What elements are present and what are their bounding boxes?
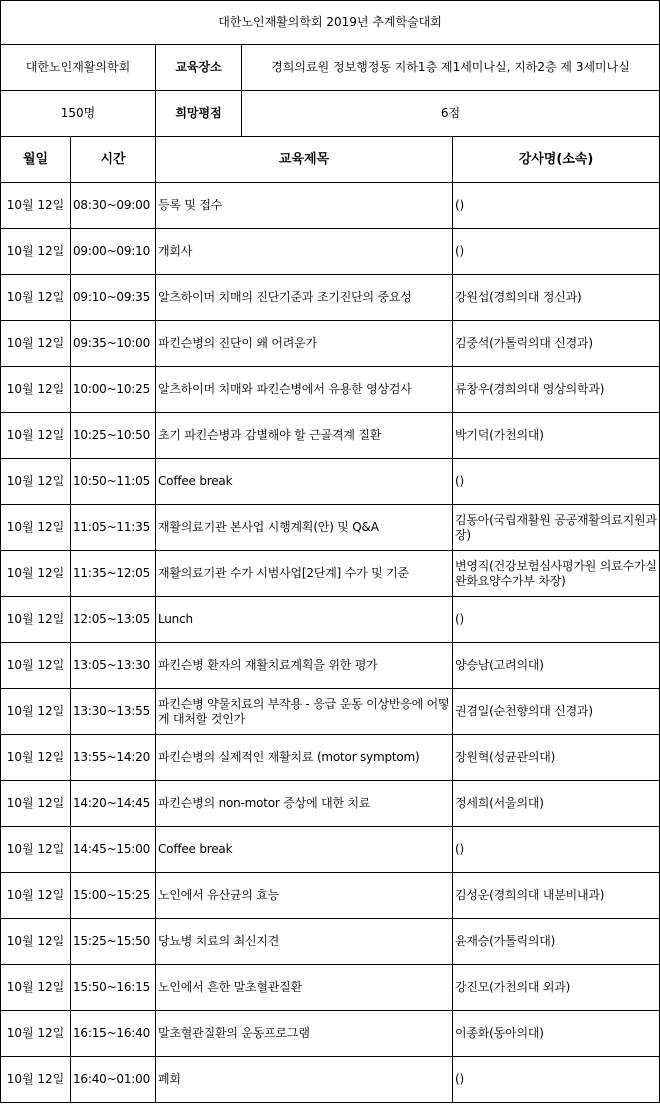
table-row (1, 965, 660, 1011)
venue: 경희의료원 정보행정동 지하1층 제1세미나실, 지하2층 제 3세미나실 (242, 45, 660, 91)
topic-cell: 말초혈관질환의 운동프로그램 (156, 1011, 453, 1057)
speaker-cell: 이종화(동아의대) (453, 1011, 660, 1057)
speaker-cell: 정세희(서울의대) (453, 781, 660, 827)
topic-cell: 당뇨병 치료의 최신지견 (156, 919, 453, 965)
date-cell: 10월 12일 (1, 551, 71, 597)
time-cell: 10:25~10:50 (71, 413, 156, 459)
time-cell: 13:55~14:20 (71, 735, 156, 781)
table-row (1, 275, 660, 321)
date-cell: 10월 12일 (1, 689, 71, 735)
venue-row (1, 45, 660, 91)
date-cell: 10월 12일 (1, 873, 71, 919)
topic-cell: Coffee break (156, 459, 453, 505)
table-row (1, 413, 660, 459)
time-cell: 10:00~10:25 (71, 367, 156, 413)
schedule-body (1, 183, 660, 1103)
speaker-cell: 김동아(국립재활원 공공재활의료지원과장) (453, 505, 660, 551)
speaker-cell: () (453, 827, 660, 873)
table-row (1, 735, 660, 781)
speaker-cell: 윤재승(가톨릭의대) (453, 919, 660, 965)
date-cell: 10월 12일 (1, 413, 71, 459)
table-row (1, 367, 660, 413)
speaker-cell: 양승남(고려의대) (453, 643, 660, 689)
topic-cell: Lunch (156, 597, 453, 643)
date-cell: 10월 12일 (1, 781, 71, 827)
topic-cell: 파킨슨병의 진단이 왜 어려운가 (156, 321, 453, 367)
topic-cell: 파킨슨병의 non-motor 증상에 대한 치료 (156, 781, 453, 827)
topic-cell: 재활의료기관 수가 시범사업[2단계] 수가 및 기준 (156, 551, 453, 597)
topic-cell: 파킨슨병 약물치료의 부작용 - 응급 운동 이상반응에 어떻게 대처할 것인가 (156, 689, 453, 735)
speaker-cell: () (453, 597, 660, 643)
topic-cell: 노인에서 흔한 말초혈관질환 (156, 965, 453, 1011)
date-cell: 10월 12일 (1, 367, 71, 413)
table-row (1, 551, 660, 597)
time-cell: 10:50~11:05 (71, 459, 156, 505)
speaker-cell: () (453, 459, 660, 505)
table-row (1, 1057, 660, 1103)
topic-cell: 재활의료기관 본사업 시행계획(안) 및 Q&A (156, 505, 453, 551)
date-cell: 10월 12일 (1, 965, 71, 1011)
speaker-cell: 강원섭(경희의대 정신과) (453, 275, 660, 321)
topic-cell: Coffee break (156, 827, 453, 873)
time-cell: 11:05~11:35 (71, 505, 156, 551)
date-cell: 10월 12일 (1, 275, 71, 321)
time-cell: 13:05~13:30 (71, 643, 156, 689)
time-cell: 12:05~13:05 (71, 597, 156, 643)
time-cell: 13:30~13:55 (71, 689, 156, 735)
time-cell: 09:10~09:35 (71, 275, 156, 321)
date-cell: 10월 12일 (1, 1011, 71, 1057)
topic-cell: 파킨슨병의 실제적인 재활치료 (motor symptom) (156, 735, 453, 781)
header-speaker: 강사명(소속) (453, 137, 660, 183)
table-row (1, 459, 660, 505)
table-row (1, 873, 660, 919)
date-cell: 10월 12일 (1, 735, 71, 781)
speaker-cell: 변영직(건강보험심사평가원 의료수가실 완화요양수가부 차장) (453, 551, 660, 597)
time-cell: 15:00~15:25 (71, 873, 156, 919)
time-cell: 16:15~16:40 (71, 1011, 156, 1057)
time-cell: 09:35~10:00 (71, 321, 156, 367)
time-cell: 15:25~15:50 (71, 919, 156, 965)
date-cell: 10월 12일 (1, 597, 71, 643)
speaker-cell: () (453, 1057, 660, 1103)
table-row (1, 689, 660, 735)
header-time: 시간 (71, 137, 156, 183)
speaker-cell: 김성운(경희의대 내분비내과) (453, 873, 660, 919)
speaker-cell: 권겸일(순천향의대 신경과) (453, 689, 660, 735)
date-cell: 10월 12일 (1, 183, 71, 229)
time-cell: 14:20~14:45 (71, 781, 156, 827)
speaker-cell: 김중석(가톨릭의대 신경과) (453, 321, 660, 367)
time-cell: 09:00~09:10 (71, 229, 156, 275)
table-row (1, 321, 660, 367)
venue-label: 교육장소 (156, 45, 242, 91)
topic-cell: 등록 및 접수 (156, 183, 453, 229)
table-row (1, 643, 660, 689)
table-row (1, 229, 660, 275)
speaker-cell: () (453, 229, 660, 275)
date-cell: 10월 12일 (1, 919, 71, 965)
topic-cell: 파킨슨병 환자의 재활치료계획을 위한 평가 (156, 643, 453, 689)
header-date: 월일 (1, 137, 71, 183)
credit: 6점 (242, 91, 660, 137)
table-row (1, 1011, 660, 1057)
date-cell: 10월 12일 (1, 827, 71, 873)
header-topic: 교육제목 (156, 137, 453, 183)
time-cell: 16:40~01:00 (71, 1057, 156, 1103)
topic-cell: 알츠하이머 치매의 진단기준과 조기진단의 중요성 (156, 275, 453, 321)
table-row (1, 597, 660, 643)
topic-cell: 초기 파킨슨병과 감별해야 할 근골격계 질환 (156, 413, 453, 459)
credit-label: 희망평점 (156, 91, 242, 137)
title-row (1, 1, 660, 45)
table-row (1, 505, 660, 551)
date-cell: 10월 12일 (1, 505, 71, 551)
table-row (1, 919, 660, 965)
capacity: 150명 (1, 91, 156, 137)
speaker-cell: 장원혁(성균관의대) (453, 735, 660, 781)
time-cell: 14:45~15:00 (71, 827, 156, 873)
topic-cell: 알츠하이머 치매와 파킨슨병에서 유용한 영상검사 (156, 367, 453, 413)
organizer: 대한노인재활의학회 (1, 45, 156, 91)
time-cell: 11:35~12:05 (71, 551, 156, 597)
date-cell: 10월 12일 (1, 229, 71, 275)
date-cell: 10월 12일 (1, 321, 71, 367)
table-row (1, 183, 660, 229)
speaker-cell: () (453, 183, 660, 229)
speaker-cell: 강진모(가천의대 외과) (453, 965, 660, 1011)
time-cell: 15:50~16:15 (71, 965, 156, 1011)
topic-cell: 폐회 (156, 1057, 453, 1103)
time-cell: 08:30~09:00 (71, 183, 156, 229)
table-row (1, 781, 660, 827)
header-row (1, 137, 660, 183)
page-title: 대한노인재활의학회 2019년 추계학술대회 (1, 1, 660, 45)
table-row (1, 827, 660, 873)
date-cell: 10월 12일 (1, 643, 71, 689)
topic-cell: 노인에서 유산균의 효능 (156, 873, 453, 919)
speaker-cell: 류창우(경희의대 영상의학과) (453, 367, 660, 413)
topic-cell: 개회사 (156, 229, 453, 275)
date-cell: 10월 12일 (1, 459, 71, 505)
capacity-row (1, 91, 660, 137)
speaker-cell: 박기덕(가천의대) (453, 413, 660, 459)
date-cell: 10월 12일 (1, 1057, 71, 1103)
